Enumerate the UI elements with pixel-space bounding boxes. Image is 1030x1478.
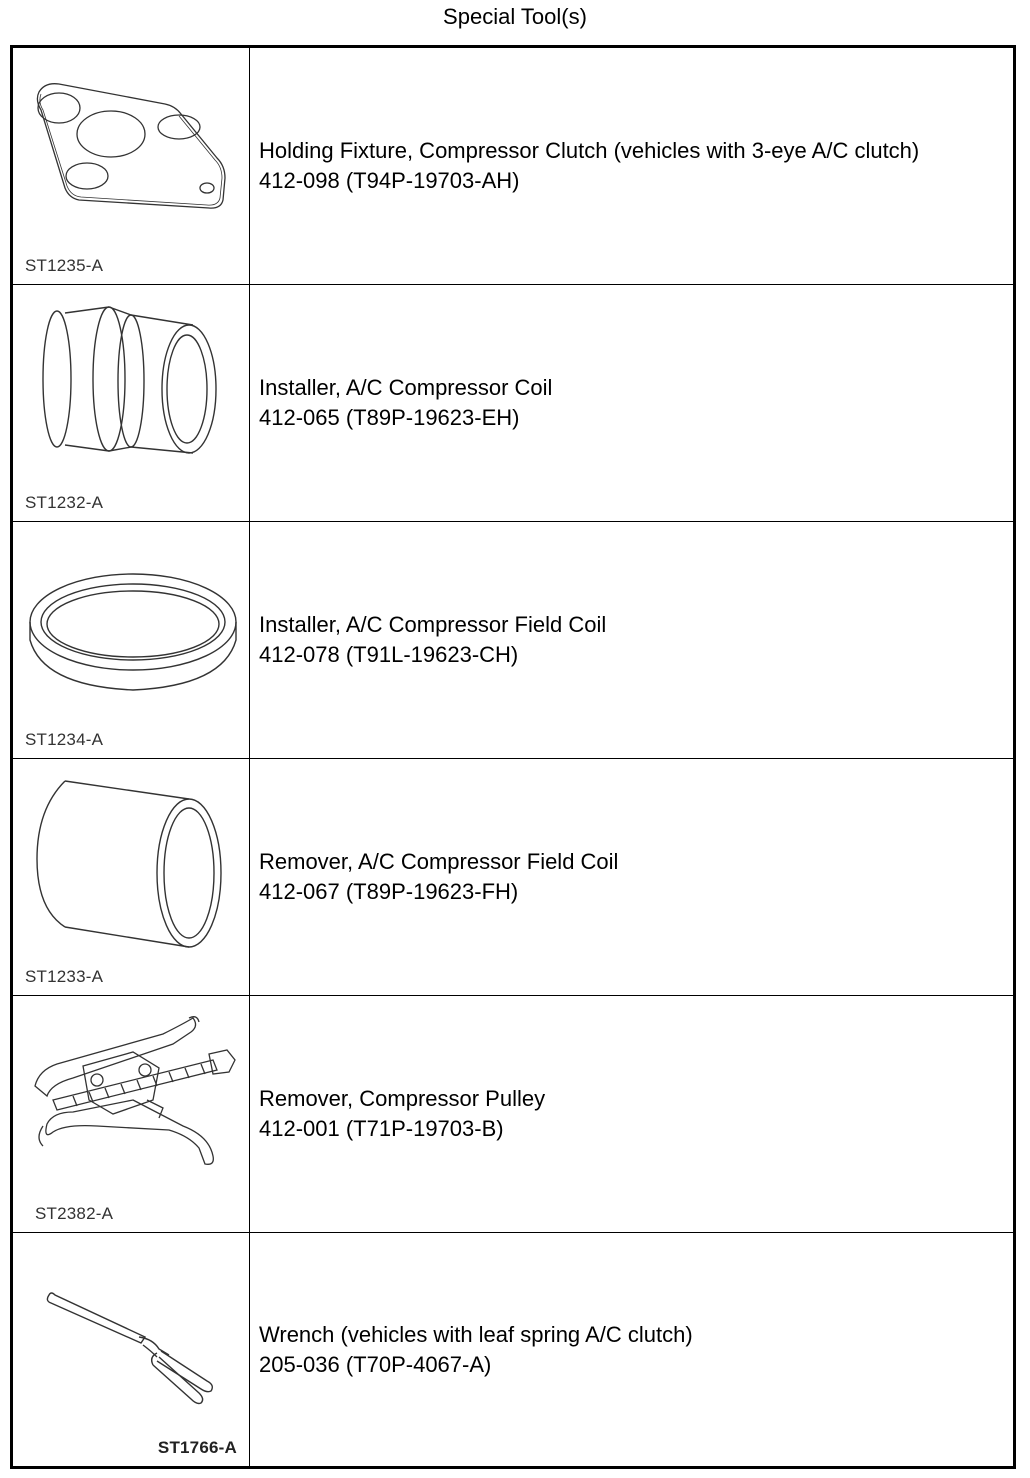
tool-description [250, 1233, 1013, 1466]
spanner-wrench-icon [13, 1233, 249, 1469]
tool-illustration-cell [13, 1233, 250, 1466]
tool-description [250, 285, 1013, 521]
table-row [13, 1233, 1013, 1466]
tool-part-number: 412-065 (T89P-19623-EH) [259, 405, 520, 430]
tool-illustration-cell [13, 996, 250, 1232]
figure-code: ST1232-A [25, 493, 104, 512]
tool-illustration-cell [13, 522, 250, 758]
tool-part-number: 412-098 (T94P-19703-AH) [259, 168, 520, 193]
table-row [13, 285, 1013, 522]
tool-part-number: 412-001 (T71P-19703-B) [259, 1116, 504, 1141]
tool-part-number: 205-036 (T70P-4067-A) [259, 1351, 492, 1377]
tool-part-number: 412-078 (T91L-19623-CH) [259, 642, 519, 667]
figure-code: ST1234-A [25, 730, 104, 749]
table-row [13, 759, 1013, 996]
field-coil-installer-ring-icon [13, 522, 249, 758]
tool-part-number: 412-067 (T89P-19623-FH) [259, 879, 519, 904]
holding-fixture-plate-icon [13, 48, 249, 284]
tool-name: Installer, A/C Compressor Field Coil [259, 612, 607, 637]
tool-description [250, 48, 1013, 284]
table-row [13, 522, 1013, 759]
pulley-puller-icon [13, 996, 249, 1232]
tool-description [250, 522, 1013, 758]
figure-code: ST1766-A [157, 1438, 237, 1457]
tool-description [250, 759, 1013, 995]
tool-name: Remover, Compressor Pulley [259, 1086, 546, 1111]
tool-name: Installer, A/C Compressor Coil [259, 375, 553, 400]
tool-illustration-cell [13, 285, 250, 521]
figure-code: ST1235-A [25, 256, 104, 275]
table-row [13, 996, 1013, 1233]
tool-name: Remover, A/C Compressor Field Coil [259, 849, 619, 874]
figure-code: ST2382-A [35, 1204, 114, 1223]
tool-description [250, 996, 1013, 1232]
figure-code: ST1233-A [25, 967, 104, 986]
tool-name: Holding Fixture, Compressor Clutch (vehicles with 3-eye A/C clutch) [259, 138, 920, 163]
tool-name: Wrench (vehicles with leaf spring A/C clutch) [259, 1321, 693, 1347]
page-title: Special Tool(s) [443, 4, 587, 29]
special-tools-table [10, 45, 1016, 1469]
coil-installer-sleeve-icon [13, 285, 249, 521]
tool-illustration-cell [13, 759, 250, 995]
tool-illustration-cell [13, 48, 250, 284]
table-row [13, 48, 1013, 285]
field-coil-remover-cylinder-icon [13, 759, 249, 995]
